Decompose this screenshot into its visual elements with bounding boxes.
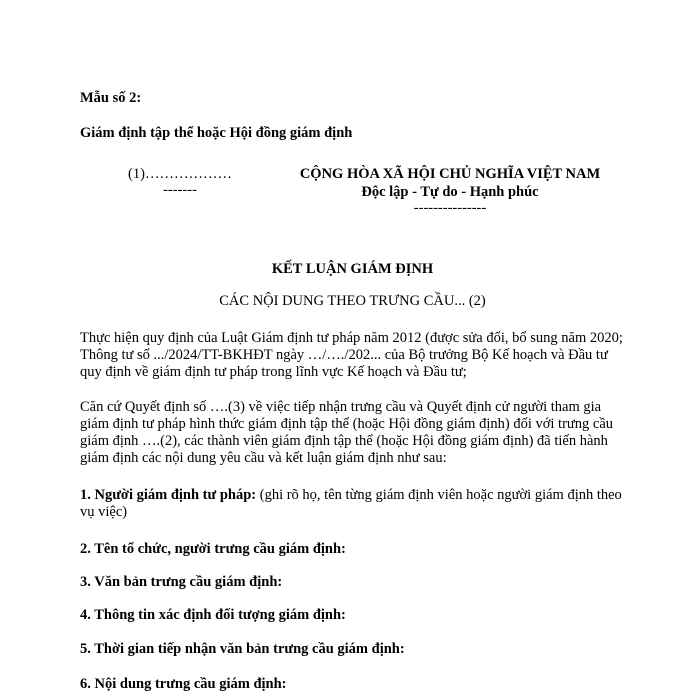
- org-rule: -------: [163, 182, 197, 198]
- document-title: KẾT LUẬN GIÁM ĐỊNH: [271, 261, 434, 277]
- motto-rule: ---------------: [413, 200, 487, 216]
- section-1-heading: 1. Người giám định tư pháp:: [80, 487, 257, 503]
- legal-basis-paragraph: Thực hiện quy định của Luật Giám định tư pháp năm 2012 (được sửa đổi, bổ sung năm 2020; Thông tư số .../2024/TT-BKHĐT ngày …/…./202... của Bộ trưởng Bộ Kế hoạch và Đầu tư quy định về giám định tư pháp trong lĩnh vực Kế hoạch và Đầu tư;: [80, 330, 623, 380]
- section-1-text: (ghi rõ họ, tên từng giám định viên hoặc người giám định theo vụ việc): [80, 487, 622, 520]
- country-name: CỘNG HÒA XÃ HỘI CHỦ NGHĨA VIỆT NAM: [299, 166, 601, 182]
- document-subject: CÁC NỘI DUNG THEO TRƯNG CẦU... (2): [219, 293, 486, 309]
- section-1: [80, 487, 625, 521]
- decision-basis-paragraph: Căn cứ Quyết định số ….(3) về việc tiếp nhận trưng cầu và Quyết định cử người tham gia giám định tư pháp hình thức giám định tập thể (hoặc Hội đồng giám định) đối với trưng cầu giám định ….(2), các thành viên giám định tập thể (hoặc Hội đồng giám định) đã tiến hành giám định các nội dung yêu cầu và kết luận giám định như sau:: [80, 399, 614, 466]
- section-6-heading: 6. Nội dung trưng cầu giám định:: [80, 676, 287, 692]
- form-number: Mẫu số 2:: [80, 90, 142, 106]
- form-subtitle: Giám định tập thể hoặc Hội đồng giám định: [80, 125, 353, 141]
- national-motto: Độc lập - Tự do - Hạnh phúc: [361, 184, 539, 200]
- section-2-heading: 2. Tên tổ chức, người trưng cầu giám định:: [80, 541, 346, 557]
- section-3-heading: 3. Văn bản trưng cầu giám định:: [80, 574, 283, 590]
- section-4-heading: 4. Thông tin xác định đối tượng giám định:: [80, 607, 346, 623]
- section-5-heading: 5. Thời gian tiếp nhận văn bản trưng cầu giám định:: [80, 641, 405, 657]
- org-placeholder: (1)………………: [128, 166, 232, 182]
